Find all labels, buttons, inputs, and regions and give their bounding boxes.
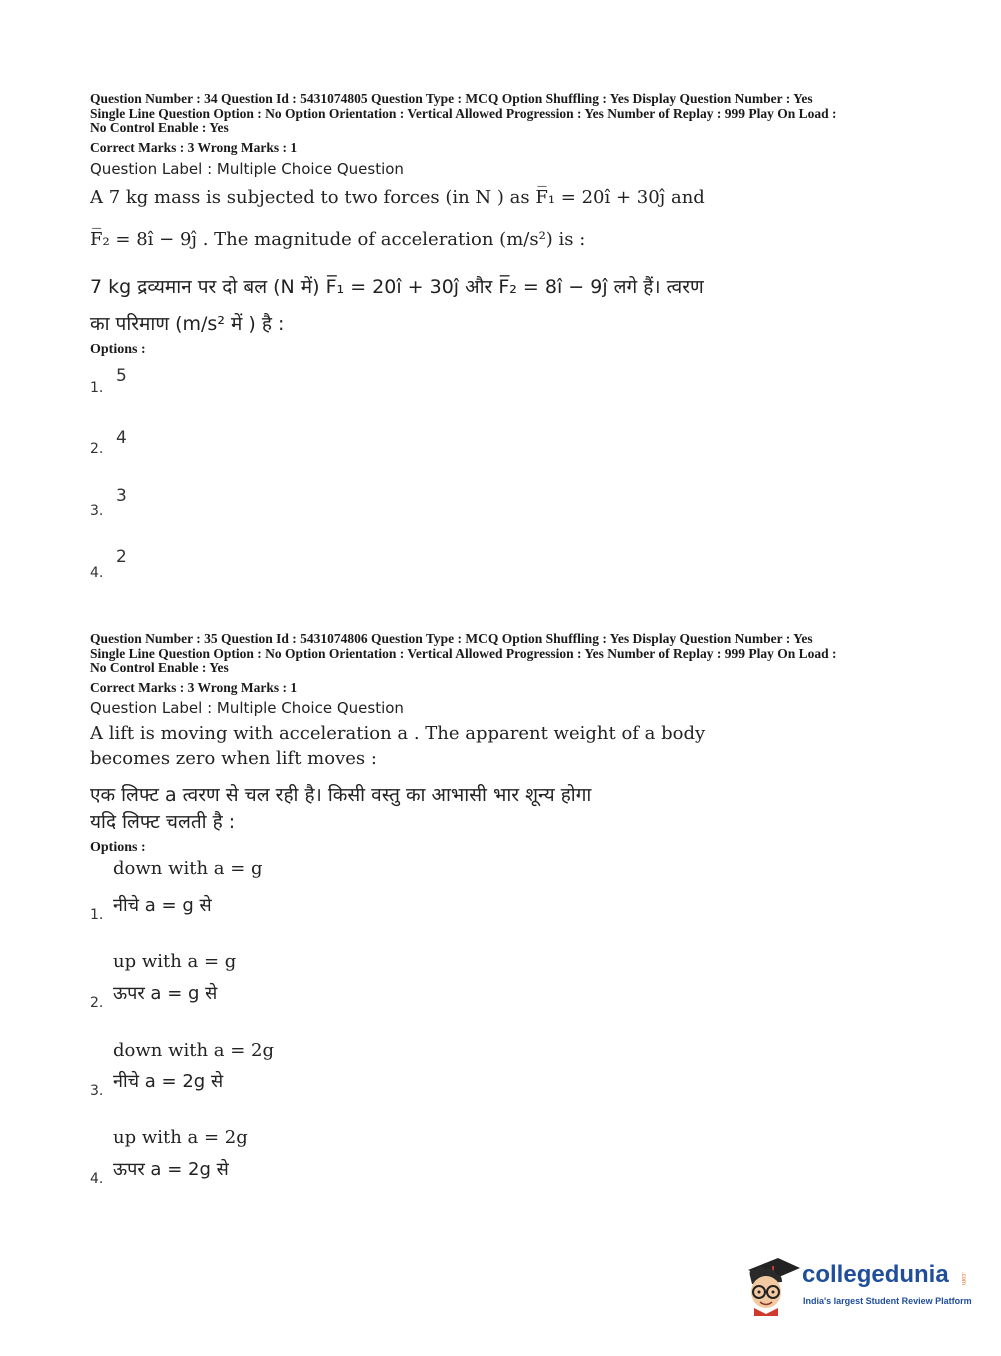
meta-line: No Control Enable : Yes [90, 660, 229, 675]
marks-line: Correct Marks : 3 Wrong Marks : 1 [90, 680, 298, 695]
question-text-en: A lift is moving with acceleration a . The apparent weight of a body [90, 723, 706, 744]
question-meta [90, 632, 920, 676]
mascot-icon [742, 1252, 802, 1316]
options-heading: Options : [90, 342, 146, 357]
option-value: 5 [116, 366, 127, 386]
question-text-en: becomes zero when lift moves : [90, 748, 377, 769]
option-value: 4 [116, 428, 127, 448]
option-text-hi: नीचे a = 2g से [113, 1071, 224, 1092]
question-meta [90, 92, 920, 136]
meta-line: Single Line Question Option : No Option Orientation : Vertical Allowed Progression : Yes Number of Replay : 999 Play On Load : [90, 645, 837, 661]
question-label: Question Label : Multiple Choice Question [90, 699, 404, 717]
question-text-hi: एक लिफ्ट a त्वरण से चल रही है। किसी वस्तु का आभासी भार शून्य होगा [90, 784, 592, 806]
options-heading: Options : [90, 840, 146, 855]
question-label: Question Label : Multiple Choice Question [90, 160, 404, 178]
meta-line: Question Number : 35 Question Id : 5431074806 Question Type : MCQ Option Shuffling : Yes Display Question Number : Yes [90, 631, 813, 646]
question-text-en: F̅₂ = 8î − 9ĵ . The magnitude of acceleration (m/s²) is : [90, 229, 586, 250]
marks-line: Correct Marks : 3 Wrong Marks : 1 [90, 140, 298, 155]
option-number: 4. [90, 565, 104, 581]
meta-line: Question Number : 34 Question Id : 5431074805 Question Type : MCQ Option Shuffling : Yes Display Question Number : Yes [90, 91, 813, 106]
question-text-hi: 7 kg द्रव्यमान पर दो बल (N में) F̅₁ = 20î + 30ĵ और F̅₂ = 8î − 9ĵ लगे हैं। त्वरण [90, 276, 704, 298]
option-value: 2 [116, 547, 127, 567]
question-text-hi: यदि लिफ्ट चलती है : [90, 811, 236, 833]
option-text-en: up with a = 2g [113, 1127, 248, 1148]
option-number: 2. [90, 441, 104, 457]
question-text-en: A 7 kg mass is subjected to two forces (in N ) as F̅₁ = 20î + 30ĵ and [90, 187, 705, 208]
option-number: 1. [90, 907, 104, 923]
option-text-en: down with a = 2g [113, 1040, 275, 1061]
logo-wordmark: collegedunia [802, 1261, 949, 1288]
option-number: 1. [90, 380, 104, 396]
option-number: 3. [90, 1083, 104, 1099]
option-text-hi: ऊपर a = g से [113, 983, 218, 1004]
option-text-hi: ऊपर a = 2g से [113, 1159, 229, 1180]
option-text-en: down with a = g [113, 858, 263, 879]
logo-suffix: .com [960, 1272, 966, 1286]
collegedunia-logo[interactable] [742, 1252, 972, 1322]
option-number: 3. [90, 503, 104, 519]
meta-line: No Control Enable : Yes [90, 120, 229, 135]
meta-line: Single Line Question Option : No Option Orientation : Vertical Allowed Progression : Yes Number of Replay : 999 Play On Load : [90, 105, 837, 121]
option-value: 3 [116, 486, 127, 506]
option-number: 4. [90, 1171, 104, 1187]
question-text-hi: का परिमाण (m/s² में ) है : [90, 313, 285, 335]
logo-tagline: India's largest Student Review Platform [803, 1296, 972, 1306]
option-text-en: up with a = g [113, 951, 237, 972]
option-text-hi: नीचे a = g से [113, 895, 212, 916]
option-number: 2. [90, 995, 104, 1011]
